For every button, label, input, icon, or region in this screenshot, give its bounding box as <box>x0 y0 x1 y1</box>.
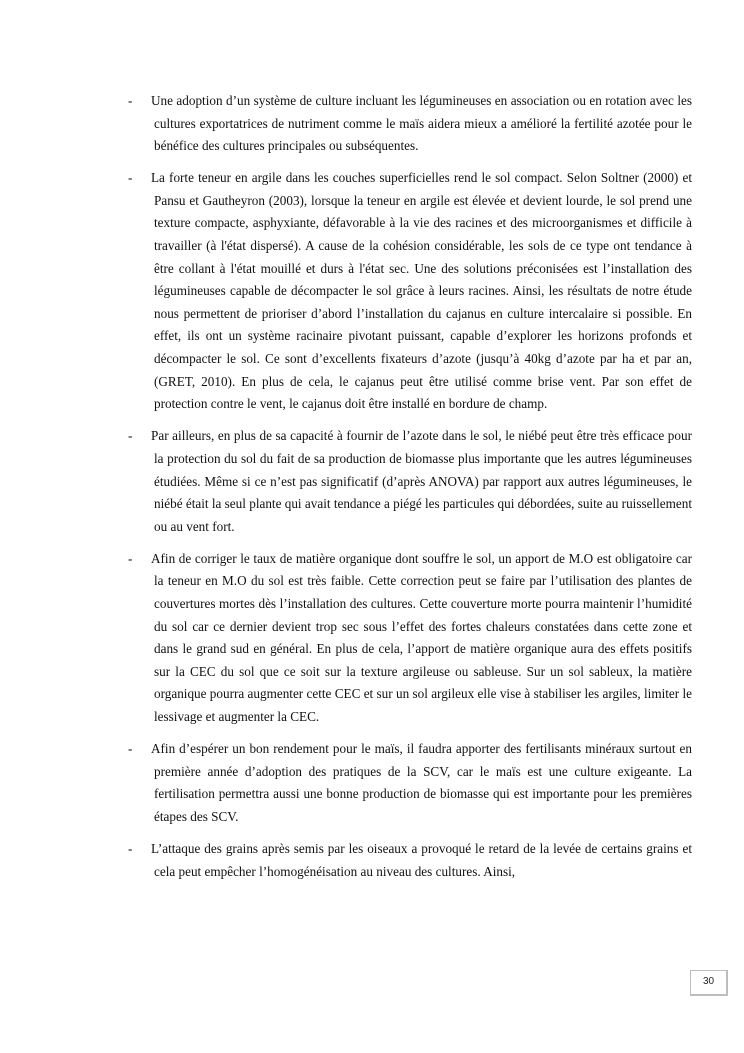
paragraph-teneur-argile: La forte teneur en argile dans les couches superficielles rend le sol compact. Selon Soltner (2000) et Pansu et Gautheyron (2003), lorsque la teneur en argile est élevée et devient lourde, le sol prend une texture compacte, asphyxiante, défavorable à la vie des racines et des microorganismes et difficile à travailler (à l'état dispersé). A cause de la cohésion considérable, les sols de ce type ont tendance à être collant à l'état mouillé et durs à l'état sec. Une des solutions préconisées est l’installation des légumineuses capable de décompacter le sol grâce à leurs racines. Ainsi, les résultats de notre étude nous permettent de prioriser d’abord l’installation du cajanus en culture intercalaire si possible. En effet, ils ont un système racinaire pivotant puissant, capable d’explorer les horizons profonds et décompacter le sol. Ce sont d’excellents fixateurs d’azote (jusqu’à 40kg d’azote par ha et par an, (GRET, 2010). En plus de cela, le cajanus peut être utilisé comme brise vent. Par son effet de protection contre le vent, le cajanus doit être installé en bordure de champ. <box>151 170 692 412</box>
bullet-dash: - <box>128 550 133 566</box>
bullet-dash: - <box>128 170 133 186</box>
paragraph-matiere-organique: Afin de corriger le taux de matière organique dont souffre le sol, un apport de M.O est obligatoire car la teneur en M.O du sol est très faible. Cette correction peut se faire par l’utilisation des plantes de couvertures mortes dès l’installation des cultures. Cette couverture morte pourra maintenir l’humidité du sol car ce dernier devient trop sec sous l’effet des fortes chaleurs constatées dans cette zone et dans le grand sud en général. En plus de cela, l’apport de matière organique aura des effets positifs sur la CEC du sol que ce soit sur la texture argileuse ou sableuse. Sur un sol sableux, la matière organique pourra augmenter cette CEC et sur un sol argileux elle vise à stabiliser les argiles, limiter le lessivage et augmenter la CEC. <box>151 550 692 724</box>
bullet-dash: - <box>128 93 133 108</box>
list-item <box>128 425 692 538</box>
list-item <box>128 167 692 416</box>
bullet-dash: - <box>128 840 133 856</box>
bullet-list <box>128 90 692 893</box>
paragraph-legumineuses-rotation: Une adoption d’un système de culture incluant les légumineuses en association ou en rotation avec les cultures exportatrices de nutriment comme le maïs aidera mieux a amélioré la fertilité azotée pour le bénéfice des cultures principales ou subséquentes. <box>151 93 692 154</box>
bullet-dash: - <box>128 741 133 757</box>
list-item <box>128 738 692 828</box>
paragraph-attaque-oiseaux: L’attaque des grains après semis par les oiseaux a provoqué le retard de la levée de certains grains et cela peut empêcher l’homogénéisation au niveau des cultures. Ainsi, <box>151 840 692 879</box>
list-item <box>128 90 692 158</box>
list-item <box>128 548 692 729</box>
page-number: 30 <box>690 970 728 996</box>
paragraph-niebe-protection: Par ailleurs, en plus de sa capacité à fournir de l’azote dans le sol, le niébé peut être très efficace pour la protection du sol du fait de sa production de biomasse plus importante que les autres légumineuses étudiées. Même si ce n’est pas significatif (d’après ANOVA) par rapport aux autres légumineuses, le niébé était la seul plante qui avait tendance a piégé les particules qui débordées, suite au ruissellement ou au vent fort. <box>151 428 692 534</box>
bullet-dash: - <box>128 428 133 444</box>
paragraph-fertilisants-mais: Afin d’espérer un bon rendement pour le maïs, il faudra apporter des fertilisants minéraux surtout en première année d’adoption des pratiques de la SCV, car le maïs est une culture exigeante. La fertilisation permettra aussi une bonne production de biomasse qui est importante pour les premières étapes des SCV. <box>151 741 692 824</box>
list-item <box>128 838 692 883</box>
